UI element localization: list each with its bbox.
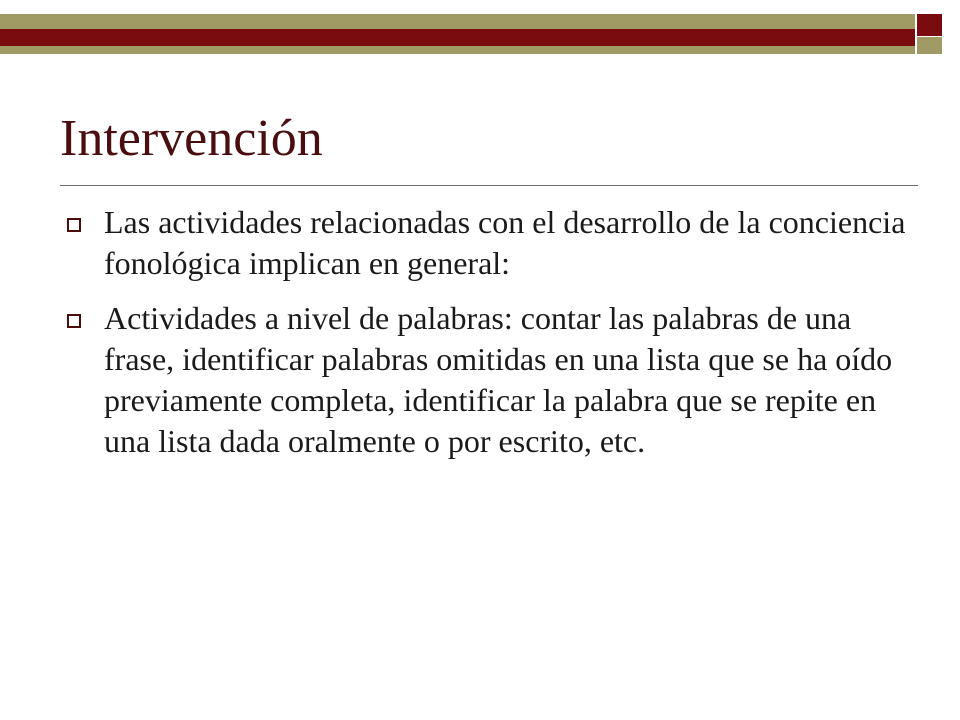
header-band-olive-top [0, 14, 915, 29]
slide-title: Intervención [60, 110, 323, 167]
hollow-square-icon [67, 314, 81, 328]
bullet-list [58, 202, 918, 476]
bullet-item [58, 298, 918, 462]
header-band-red [0, 29, 915, 46]
bullet-text: Las actividades relacionadas con el desarrollo de la conciencia fonológica implican en general: [104, 204, 906, 281]
header-band-olive-bottom [0, 46, 915, 54]
bullet-text: Actividades a nivel de palabras: contar las palabras de una frase, identificar palabras omitidas en una lista que se ha oído previamente completa, identificar la palabra que se repite en una lista dada oralmente o por escrito, etc. [104, 300, 893, 459]
bullet-item [58, 202, 918, 284]
corner-block-red [917, 14, 942, 36]
title-divider [60, 185, 918, 186]
corner-block-olive [917, 37, 942, 54]
hollow-square-icon [67, 218, 81, 232]
